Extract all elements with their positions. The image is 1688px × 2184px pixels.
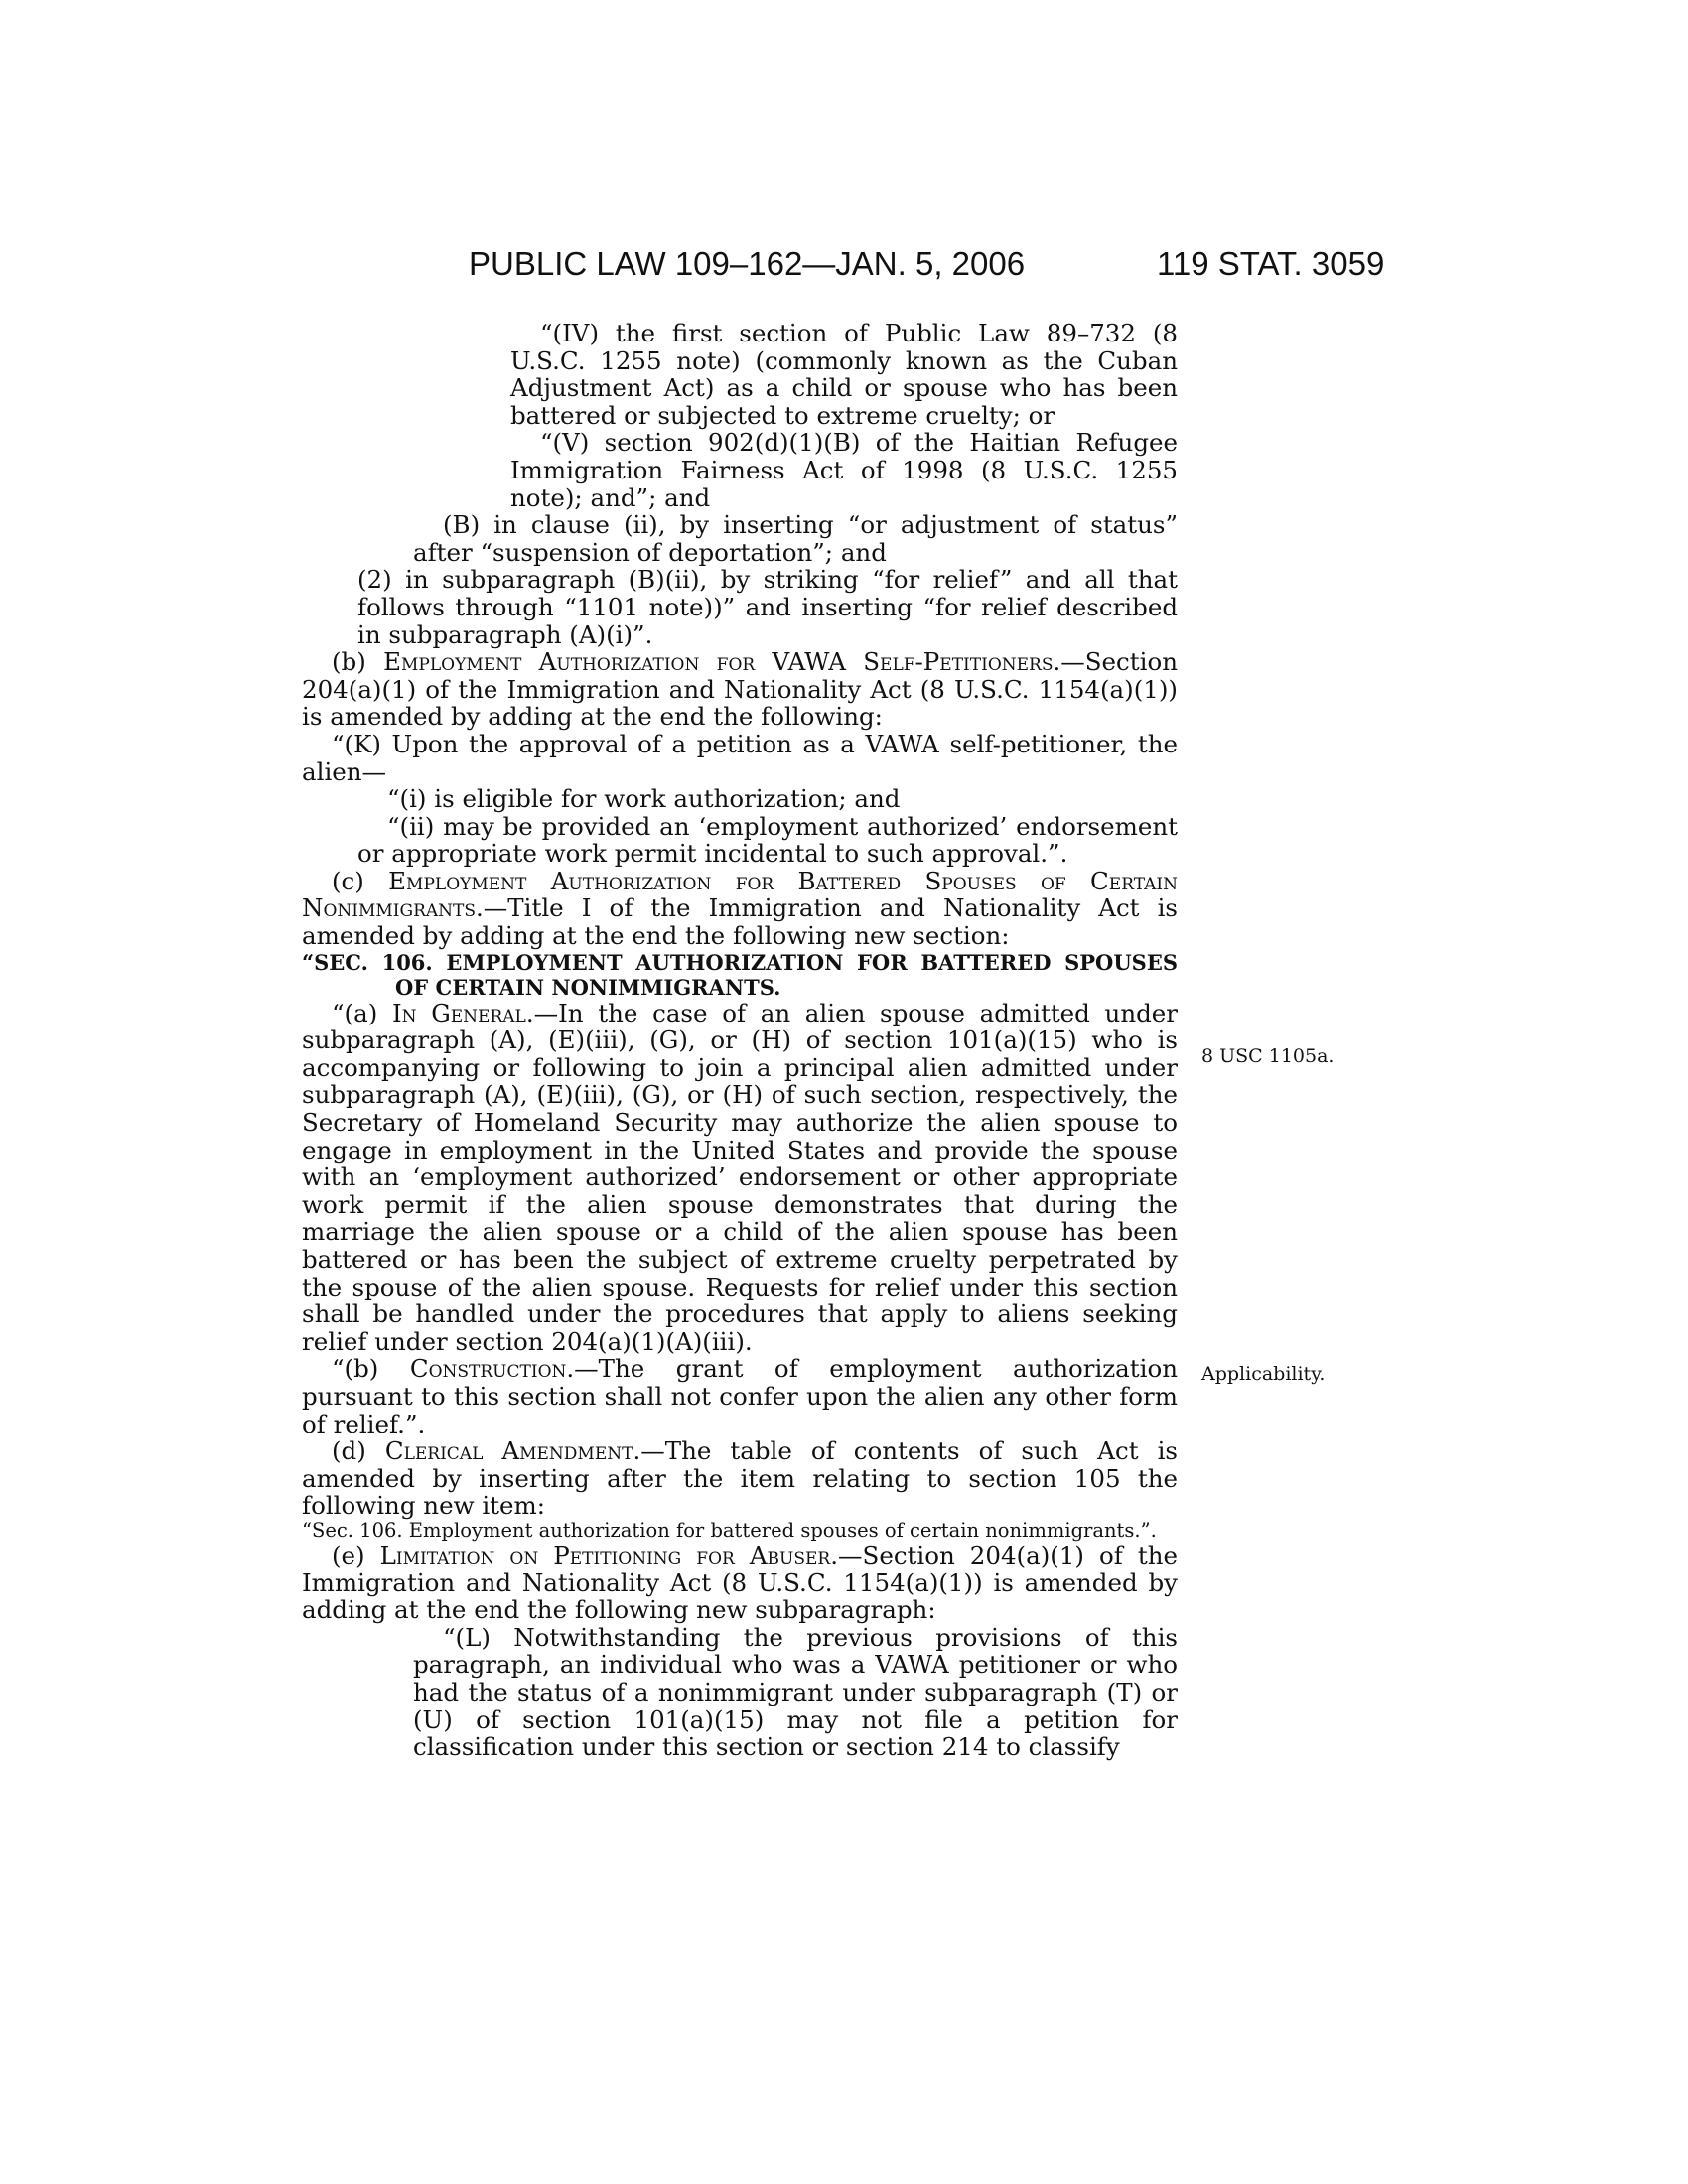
subsection-b-heading: Employment Authorization for VAWA Self-Petitioners bbox=[383, 647, 1054, 677]
subsection-b-text: .—Section 204(a)(1) of the Immigration and Nationality Act (8 U.S.C. 1154(a)(1)) is amended by adding at the end the following: bbox=[302, 647, 1178, 732]
paragraph-subsection-b bbox=[302, 648, 1178, 731]
table-of-contents-item: “Sec. 106. Employment authorization for battered spouses of certain nonimmigrants.”. bbox=[302, 1518, 1157, 1542]
paragraph-section-106-b bbox=[302, 1355, 1178, 1437]
paragraph-subparagraph-b: (B) in clause (ii), by inserting “or adjustment of status” after “suspension of deportation”; and bbox=[413, 510, 1178, 567]
section-106-b-heading: Construction bbox=[409, 1354, 567, 1384]
section-106-a-label: “(a) bbox=[332, 998, 392, 1027]
subsection-e-label: (e) bbox=[332, 1540, 380, 1570]
paragraph-section-106-a bbox=[302, 1000, 1178, 1356]
document-body bbox=[302, 320, 1178, 1761]
paragraph-subsection-d bbox=[302, 1437, 1178, 1520]
margin-note-applicability: Applicability. bbox=[1201, 1363, 1326, 1385]
section-106-a-heading: In General bbox=[391, 998, 526, 1027]
paragraph-quoted-k: “(K) Upon the approval of a petition as a VAWA self-petitioner, the alien— bbox=[302, 729, 1178, 786]
paragraph-subsection-e bbox=[302, 1542, 1178, 1624]
subsection-d-heading: Clerical Amendment bbox=[384, 1436, 633, 1466]
margin-note-usc: 8 USC 1105a. bbox=[1201, 1045, 1335, 1067]
paragraph-quoted-i: “(i) is eligible for work authorization; and bbox=[387, 784, 901, 814]
paragraph-quoted-ii: “(ii) may be provided an ‘employment authorized’ endorsement or appropriate work permit incidental to such approval.”. bbox=[357, 811, 1178, 869]
subsection-e-heading: Limitation on Petitioning for Abuser bbox=[379, 1540, 831, 1570]
section-106-heading: “SEC. 106. EMPLOYMENT AUTHORIZATION FOR BATTERED SPOUSES OF CERTAIN NONIMMIGRANTS. bbox=[302, 949, 1178, 1000]
subsection-d-text: .—The table of contents of such Act is amended by inserting after the item relating to section 105 the following new item: bbox=[302, 1436, 1178, 1521]
subsection-c-label: (c) bbox=[332, 866, 389, 895]
subsection-c-heading: Employment Authorization for Battered Spouses of Certain Nonimmigrants bbox=[302, 866, 1178, 923]
paragraph-clause-v: “(V) section 902(d)(1)(B) of the Haitian Refugee Immigration Fairness Act of 1998 (8 U.S.C. 1255 note); and”; and bbox=[510, 428, 1178, 512]
section-106-b-text: .—The grant of employment authorization pursuant to this section shall not confer upon the alien any other form of relief.”. bbox=[302, 1354, 1178, 1438]
running-header-stat-page: 119 STAT. 3059 bbox=[1157, 245, 1385, 282]
paragraph-clause-iv: “(IV) the first section of Public Law 89–732 (8 U.S.C. 1255 note) (commonly known as the Cuban Adjustment Act) as a child or spouse who has been battered or subjected to extreme cruelty; or bbox=[510, 319, 1178, 430]
paragraph-item-2: (2) in subparagraph (B)(ii), by striking “for relief” and all that follows through “1101 note))” and inserting “for relief described in subparagraph (A)(i)”. bbox=[357, 565, 1178, 649]
section-106-b-label: “(b) bbox=[332, 1354, 410, 1384]
subsection-b-label: (b) bbox=[332, 647, 384, 677]
section-106-a-text: .—In the case of an alien spouse admitted under subparagraph (A), (E)(iii), (G), or (H) of section 101(a)(15) who is accompanying or following to join a principal alien admitted under subparagraph (A), (E)(iii), (G), or (H) of such section, respectively, the Secretary of Homeland Security may authorize the alien spouse to engage in employment in the United States and provide the spouse with an ‘employment authorized’ endorsement or other appropriate work permit if the alien spouse demonstrates that during the marriage the alien spouse or a child of the alien spouse has been battered or has been the subject of extreme cruelty perpetrated by the spouse of the alien spouse. Requests for relief under this section shall be handled under the procedures that apply to aliens seeking relief under section 204(a)(1)(A)(iii). bbox=[302, 998, 1178, 1356]
subsection-d-label: (d) bbox=[332, 1436, 385, 1466]
paragraph-quoted-l: “(L) Notwithstanding the previous provisions of this paragraph, an individual who was a VAWA petitioner or who had the status of a nonimmigrant under subparagraph (T) or (U) of section 101(a)(15) may not file a petition for classification under this section or section 214 to classify bbox=[413, 1622, 1178, 1762]
subsection-c-text: .—Title I of the Immigration and Nationality Act is amended by adding at the end the following new section: bbox=[302, 893, 1178, 951]
paragraph-subsection-c bbox=[302, 868, 1178, 950]
subsection-e-text: .—Section 204(a)(1) of the Immigration and Nationality Act (8 U.S.C. 1154(a)(1)) is amended by adding at the end the following new subparagraph: bbox=[302, 1540, 1178, 1625]
running-header-law: PUBLIC LAW 109–162—JAN. 5, 2006 bbox=[469, 245, 1026, 282]
